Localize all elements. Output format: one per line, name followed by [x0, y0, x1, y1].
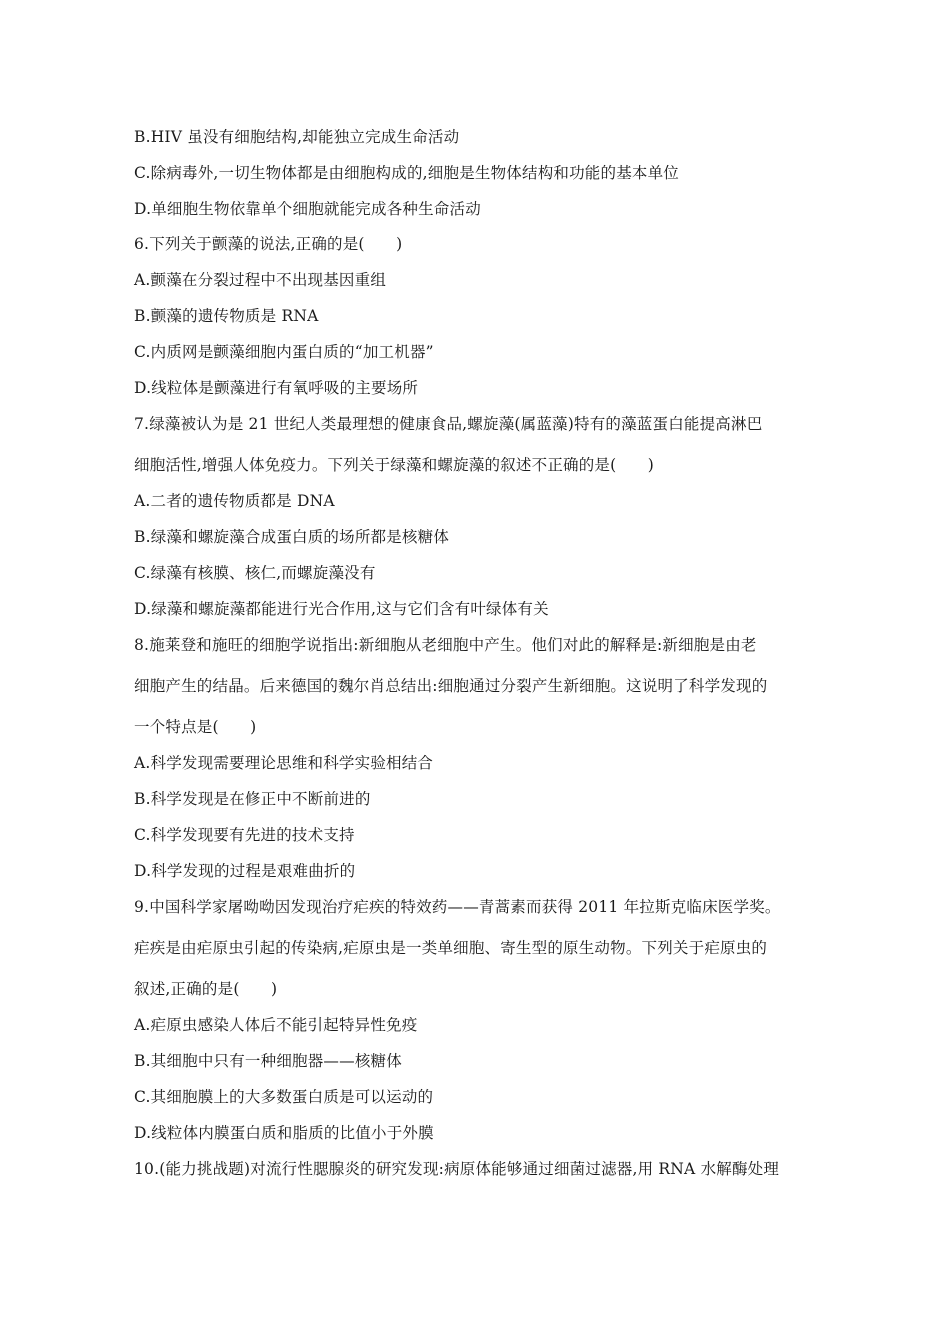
question-10-stem-line-1: 10.(能力挑战题)对流行性腮腺炎的研究发现:病原体能够通过细菌过滤器,用 RNA 水解酶处理 [134, 1160, 780, 1178]
question-8-stem-line-3: 一个特点是( ) [134, 718, 257, 736]
question-9-stem-line-1: 9.中国科学家屠呦呦因发现治疗疟疾的特效药——青蒿素而获得 2011 年拉斯克临床医学奖。 [134, 898, 781, 916]
question-7-stem-line-1: 7.绿藻被认为是 21 世纪人类最理想的健康食品,螺旋藻(属蓝藻)特有的藻蓝蛋白能提高淋巴 [134, 415, 763, 433]
question-9-stem-line-3: 叙述,正确的是( ) [134, 980, 278, 998]
option-9a: A.疟原虫感染人体后不能引起特异性免疫 [134, 1016, 418, 1034]
option-7a: A.二者的遗传物质都是 DNA [134, 492, 335, 510]
option-8b: B.科学发现是在修正中不断前进的 [134, 790, 371, 808]
question-6-stem: 6.下列关于颤藻的说法,正确的是( ) [134, 235, 403, 253]
option-6a: A.颤藻在分裂过程中不出现基因重组 [134, 271, 387, 289]
option-5b: B.HIV 虽没有细胞结构,却能独立完成生命活动 [134, 128, 460, 146]
option-7d: D.绿藻和螺旋藻都能进行光合作用,这与它们含有叶绿体有关 [134, 600, 549, 618]
option-9c: C.其细胞膜上的大多数蛋白质是可以运动的 [134, 1088, 434, 1106]
option-8c: C.科学发现要有先进的技术支持 [134, 826, 355, 844]
question-8-stem-line-2: 细胞产生的结晶。后来德国的魏尔肖总结出:细胞通过分裂产生新细胞。这说明了科学发现的 [134, 677, 768, 695]
option-7c: C.绿藻有核膜、核仁,而螺旋藻没有 [134, 564, 376, 582]
option-5c: C.除病毒外,一切生物体都是由细胞构成的,细胞是生物体结构和功能的基本单位 [134, 164, 679, 182]
option-9d: D.线粒体内膜蛋白质和脂质的比值小于外膜 [134, 1124, 434, 1142]
option-5d: D.单细胞生物依靠单个细胞就能完成各种生命活动 [134, 200, 481, 218]
question-9-stem-line-2: 疟疾是由疟原虫引起的传染病,疟原虫是一类单细胞、寄生型的原生动物。下列关于疟原虫的 [134, 939, 768, 957]
option-8a: A.科学发现需要理论思维和科学实验相结合 [134, 754, 434, 772]
option-6d: D.线粒体是颤藻进行有氧呼吸的主要场所 [134, 379, 419, 397]
option-6b: B.颤藻的遗传物质是 RNA [134, 307, 319, 325]
question-8-stem-line-1: 8.施莱登和施旺的细胞学说指出:新细胞从老细胞中产生。他们对此的解释是:新细胞是由老 [134, 636, 757, 654]
option-8d: D.科学发现的过程是艰难曲折的 [134, 862, 356, 880]
option-7b: B.绿藻和螺旋藻合成蛋白质的场所都是核糖体 [134, 528, 450, 546]
question-7-stem-line-2: 细胞活性,增强人体免疫力。下列关于绿藻和螺旋藻的叙述不正确的是( ) [134, 456, 655, 474]
option-9b: B.其细胞中只有一种细胞器——核糖体 [134, 1052, 402, 1070]
option-6c: C.内质网是颤藻细胞内蛋白质的“加工机器” [134, 343, 434, 361]
